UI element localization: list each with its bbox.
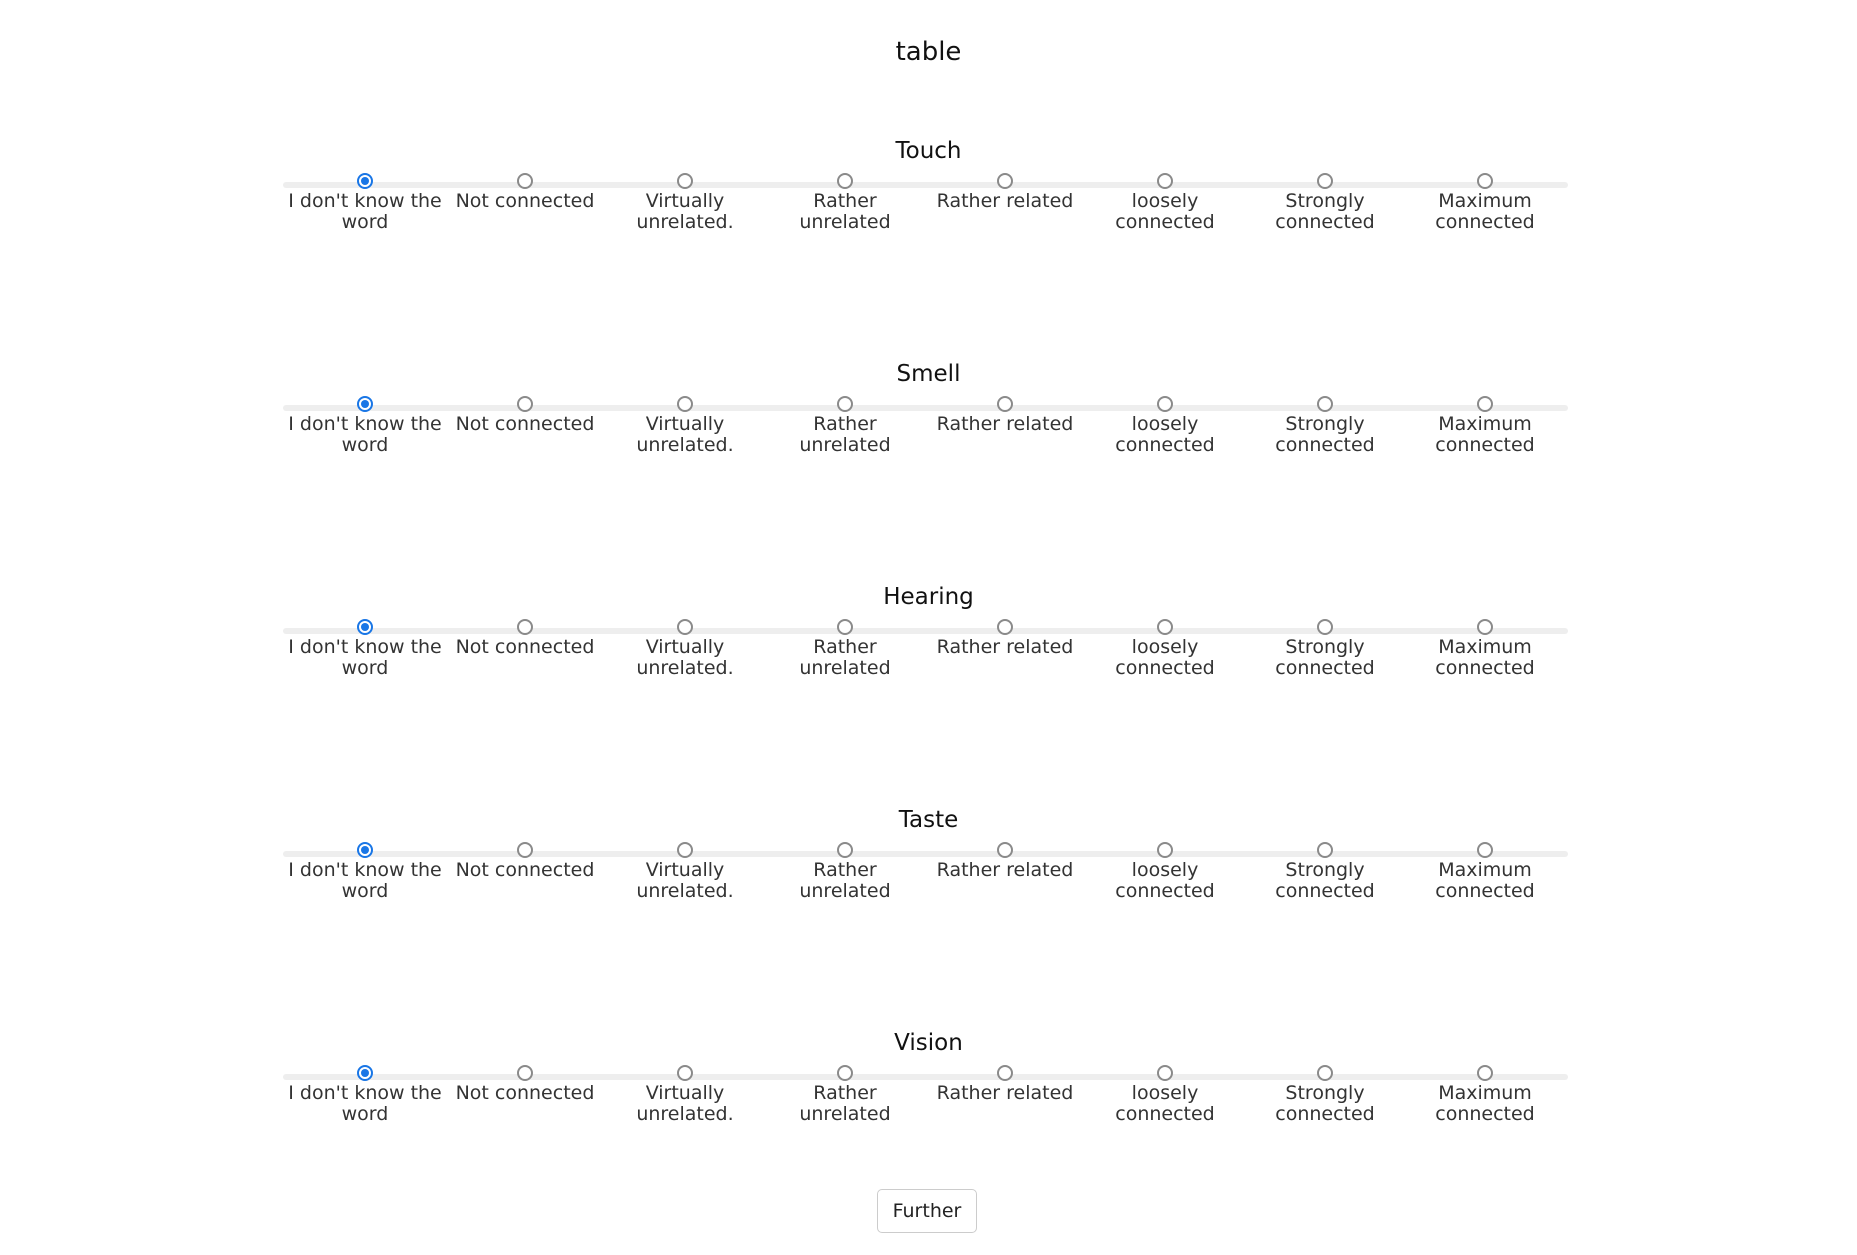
scale-option[interactable] [1085, 173, 1245, 233]
radio-button[interactable] [997, 173, 1013, 189]
scale-option-label: Rather related [936, 190, 1074, 212]
scale-option-label: Rather unrelated [799, 413, 891, 456]
scale-option[interactable] [1245, 1065, 1405, 1125]
scale-option[interactable] [605, 396, 765, 456]
radio-button[interactable] [837, 619, 853, 635]
question-block [0, 135, 1857, 295]
question-title: Taste [898, 807, 959, 833]
question-block [0, 804, 1857, 964]
scale-option[interactable] [445, 396, 605, 435]
scale-option-label: Virtually unrelated. [636, 636, 734, 679]
question-title: Touch [895, 138, 962, 164]
scale-option[interactable] [605, 173, 765, 233]
scale-option-label: Not connected [455, 859, 595, 881]
scale-option-label: Rather related [936, 1082, 1074, 1104]
scale-option[interactable] [1085, 842, 1245, 902]
scale-option[interactable] [765, 842, 925, 902]
scale-option-label: loosely connected [1115, 413, 1215, 456]
scale-option-label: Rather unrelated [799, 190, 891, 233]
scale-option[interactable] [285, 1065, 445, 1125]
scale-option[interactable] [1245, 173, 1405, 233]
scale-option[interactable] [285, 396, 445, 456]
radio-button[interactable] [1317, 173, 1333, 189]
further-button[interactable]: Further [877, 1189, 977, 1233]
radio-button[interactable] [1157, 619, 1173, 635]
scale-option[interactable] [1245, 842, 1405, 902]
scale-option-label: Not connected [455, 413, 595, 435]
scale-option[interactable] [445, 842, 605, 881]
scale-option[interactable] [1405, 1065, 1565, 1125]
radio-button[interactable] [357, 1065, 373, 1081]
scale-option[interactable] [765, 619, 925, 679]
radio-button[interactable] [517, 619, 533, 635]
question-block [0, 1027, 1857, 1187]
scale-option-label: Virtually unrelated. [636, 1082, 734, 1125]
scale-option-label: Rather related [936, 859, 1074, 881]
scale-option[interactable] [925, 173, 1085, 212]
question-title: Hearing [883, 584, 974, 610]
scale-option-label: loosely connected [1115, 636, 1215, 679]
scale-option-label: Not connected [455, 190, 595, 212]
scale-option[interactable] [1085, 619, 1245, 679]
radio-button[interactable] [357, 396, 373, 412]
radio-button[interactable] [997, 396, 1013, 412]
scale-option-label: loosely connected [1115, 190, 1215, 233]
radio-button[interactable] [677, 842, 693, 858]
radio-button[interactable] [1477, 619, 1493, 635]
scale-option[interactable] [925, 1065, 1085, 1104]
radio-button[interactable] [357, 842, 373, 858]
radio-button[interactable] [517, 396, 533, 412]
scale-option-label: I don't know the word [288, 859, 442, 902]
scale-option-label: Maximum connected [1435, 636, 1535, 679]
radio-button[interactable] [357, 619, 373, 635]
scale-option[interactable] [1405, 842, 1565, 902]
scale-option[interactable] [1085, 1065, 1245, 1125]
scale-option[interactable] [605, 1065, 765, 1125]
scale-option-label: Strongly connected [1275, 190, 1375, 233]
radio-button[interactable] [997, 842, 1013, 858]
radio-button[interactable] [357, 173, 373, 189]
question-title: Vision [894, 1030, 963, 1056]
radio-button[interactable] [1317, 396, 1333, 412]
scale-option-label: Strongly connected [1275, 859, 1375, 902]
scale-option[interactable] [1245, 619, 1405, 679]
scale-option-label: Maximum connected [1435, 413, 1535, 456]
scale-option-label: Maximum connected [1435, 190, 1535, 233]
scale-option[interactable] [605, 619, 765, 679]
radio-button[interactable] [1477, 396, 1493, 412]
radio-button[interactable] [1317, 1065, 1333, 1081]
scale-option[interactable] [445, 619, 605, 658]
scale-option[interactable] [1245, 396, 1405, 456]
scale-option-label: Virtually unrelated. [636, 413, 734, 456]
radio-button[interactable] [517, 173, 533, 189]
scale-option-label: Maximum connected [1435, 1082, 1535, 1125]
scale-option-label: Strongly connected [1275, 636, 1375, 679]
scale-option-label: Rather unrelated [799, 1082, 891, 1125]
page-title: table [895, 37, 962, 67]
radio-button[interactable] [837, 1065, 853, 1081]
radio-button[interactable] [837, 173, 853, 189]
question-title: Smell [896, 361, 961, 387]
scale-option-label: Rather related [936, 413, 1074, 435]
radio-button[interactable] [517, 842, 533, 858]
scale-option-label: Strongly connected [1275, 413, 1375, 456]
scale-option-label: I don't know the word [288, 1082, 442, 1125]
radio-button[interactable] [1157, 173, 1173, 189]
scale-option[interactable] [445, 1065, 605, 1104]
scale-option[interactable] [1405, 396, 1565, 456]
scale-option[interactable] [925, 396, 1085, 435]
scale-option[interactable] [1405, 173, 1565, 233]
scale-option-label: Rather unrelated [799, 859, 891, 902]
radio-button[interactable] [1477, 842, 1493, 858]
scale-option-label: I don't know the word [288, 190, 442, 233]
scale-option-label: Virtually unrelated. [636, 190, 734, 233]
scale-option[interactable] [285, 842, 445, 902]
scale-option[interactable] [285, 619, 445, 679]
scale-option[interactable] [445, 173, 605, 212]
scale-option[interactable] [765, 173, 925, 233]
scale-option-label: Maximum connected [1435, 859, 1535, 902]
radio-button[interactable] [1157, 842, 1173, 858]
scale-option-label: Virtually unrelated. [636, 859, 734, 902]
scale-option[interactable] [1085, 396, 1245, 456]
radio-button[interactable] [837, 396, 853, 412]
scale-option[interactable] [765, 396, 925, 456]
radio-button[interactable] [677, 396, 693, 412]
scale-option-label: I don't know the word [288, 636, 442, 679]
radio-button[interactable] [1477, 1065, 1493, 1081]
scale-option-label: Strongly connected [1275, 1082, 1375, 1125]
radio-button[interactable] [1157, 1065, 1173, 1081]
radio-button[interactable] [1317, 842, 1333, 858]
radio-button[interactable] [997, 619, 1013, 635]
radio-button[interactable] [677, 1065, 693, 1081]
radio-button[interactable] [997, 1065, 1013, 1081]
radio-button[interactable] [517, 1065, 533, 1081]
scale-option[interactable] [285, 173, 445, 233]
radio-button[interactable] [1157, 396, 1173, 412]
scale-option[interactable] [605, 842, 765, 902]
scale-option-label: I don't know the word [288, 413, 442, 456]
scale-option-label: loosely connected [1115, 1082, 1215, 1125]
scale-option[interactable] [765, 1065, 925, 1125]
scale-option-label: Not connected [455, 1082, 595, 1104]
radio-button[interactable] [677, 619, 693, 635]
radio-button[interactable] [677, 173, 693, 189]
scale-option[interactable] [925, 842, 1085, 881]
scale-option-label: Not connected [455, 636, 595, 658]
scale-option[interactable] [925, 619, 1085, 658]
radio-button[interactable] [1477, 173, 1493, 189]
radio-button[interactable] [1317, 619, 1333, 635]
scale-option[interactable] [1405, 619, 1565, 679]
question-block [0, 358, 1857, 518]
radio-button[interactable] [837, 842, 853, 858]
scale-option-label: Rather related [936, 636, 1074, 658]
scale-option-label: loosely connected [1115, 859, 1215, 902]
question-block [0, 581, 1857, 741]
scale-option-label: Rather unrelated [799, 636, 891, 679]
